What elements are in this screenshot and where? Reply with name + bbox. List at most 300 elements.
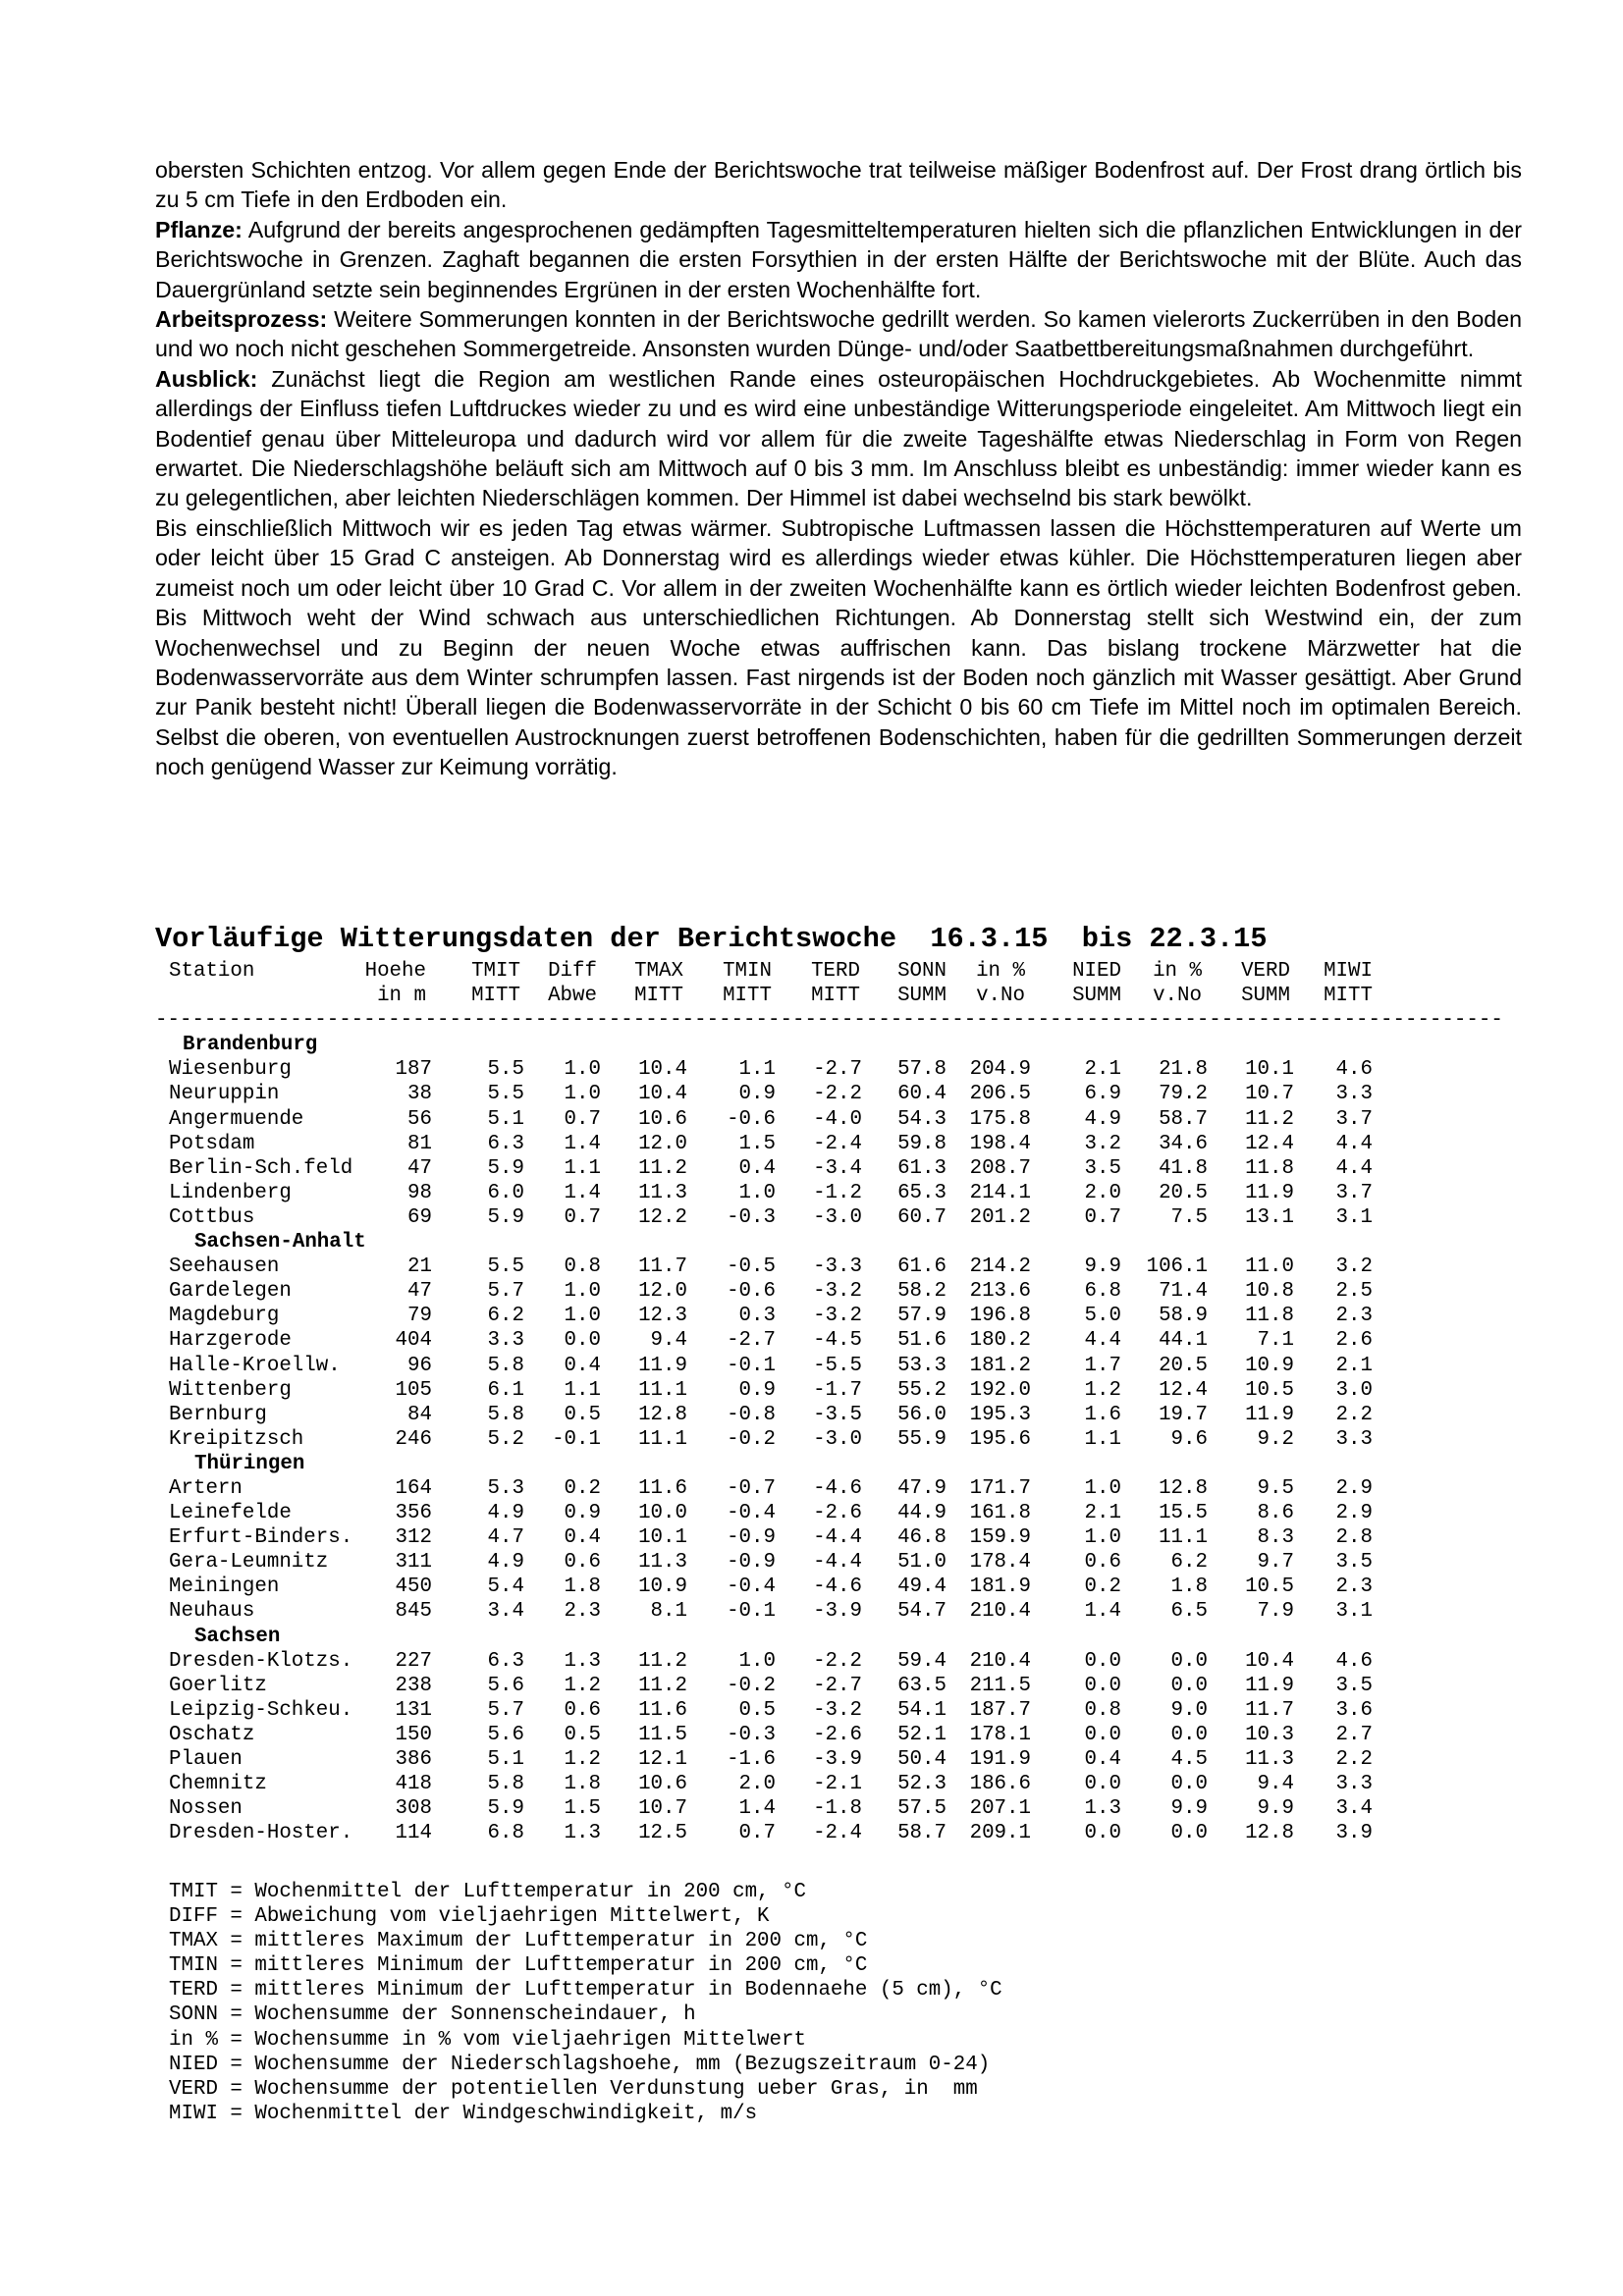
value-cell: 4.9 xyxy=(1084,1107,1121,1131)
table-row xyxy=(169,1501,1386,1525)
value-cell: 1.3 xyxy=(564,1649,601,1673)
value-cell: 0.3 xyxy=(738,1305,776,1328)
value-cell: 0.4 xyxy=(564,1526,601,1550)
value-cell: -2.1 xyxy=(813,1773,862,1796)
value-cell: -1.6 xyxy=(727,1748,776,1771)
value-cell: 52.1 xyxy=(897,1723,947,1746)
table-row xyxy=(169,1205,1386,1230)
value-cell: 4.9 xyxy=(487,1551,524,1575)
value-cell: 12.3 xyxy=(638,1305,687,1328)
value-cell: NIED xyxy=(1072,960,1121,983)
value-cell: 54.1 xyxy=(897,1698,947,1722)
table-row xyxy=(169,1821,1386,1845)
value-cell: 5.9 xyxy=(487,1156,524,1180)
value-cell: 61.3 xyxy=(897,1156,947,1180)
value-cell: 59.4 xyxy=(897,1649,947,1673)
value-cell: 5.6 xyxy=(487,1674,524,1697)
value-cell: 187.7 xyxy=(969,1698,1031,1722)
value-cell: 5.0 xyxy=(1084,1305,1121,1328)
value-cell: 3.1 xyxy=(1335,1600,1373,1624)
value-cell: 0.9 xyxy=(564,1502,601,1525)
value-cell: -0.8 xyxy=(727,1403,776,1426)
value-cell: 0.9 xyxy=(738,1378,776,1402)
legend-line: VERD = Wochensumme der potentiellen Verdunstung ueber Gras, in mm xyxy=(169,2077,978,2101)
value-cell: 4.6 xyxy=(1335,1058,1373,1082)
station-cell: Plauen xyxy=(169,1748,243,1771)
table-row xyxy=(169,1674,1386,1698)
value-cell: 180.2 xyxy=(969,1329,1031,1353)
value-cell: 11.1 xyxy=(1159,1526,1208,1550)
value-cell: -4.5 xyxy=(813,1329,862,1353)
value-cell: 21 xyxy=(407,1255,432,1279)
station-cell: Erfurt-Binders. xyxy=(169,1526,353,1550)
value-cell: 71.4 xyxy=(1159,1280,1208,1304)
value-cell: 9.7 xyxy=(1257,1551,1294,1575)
value-cell: 238 xyxy=(395,1674,432,1697)
value-cell: 54.3 xyxy=(897,1107,947,1131)
value-cell: -3.3 xyxy=(813,1255,862,1279)
value-cell: 11.2 xyxy=(1245,1107,1294,1131)
value-cell: 195.3 xyxy=(969,1403,1031,1426)
value-cell: 10.4 xyxy=(638,1058,687,1082)
value-cell: 11.2 xyxy=(638,1649,687,1673)
value-cell: TERD xyxy=(811,960,860,983)
value-cell: -0.7 xyxy=(727,1476,776,1500)
value-cell: 9.4 xyxy=(1257,1773,1294,1796)
value-cell: 10.4 xyxy=(1245,1649,1294,1673)
value-cell: 63.5 xyxy=(897,1674,947,1697)
value-cell: -0.6 xyxy=(727,1107,776,1131)
value-cell: 9.6 xyxy=(1170,1427,1208,1451)
value-cell: 3.0 xyxy=(1335,1378,1373,1402)
value-cell: 49.4 xyxy=(897,1575,947,1599)
station-cell: Magdeburg xyxy=(169,1305,280,1328)
value-cell: 11.3 xyxy=(638,1551,687,1575)
value-cell: -0.6 xyxy=(727,1280,776,1304)
value-cell: -2.6 xyxy=(813,1723,862,1746)
value-cell: MITT xyxy=(634,985,683,1008)
value-cell: 2.6 xyxy=(1335,1329,1373,1353)
value-cell: 5.4 xyxy=(487,1575,524,1599)
value-cell: 10.4 xyxy=(638,1083,687,1106)
value-cell: 0.6 xyxy=(1084,1551,1121,1575)
value-cell: 98 xyxy=(407,1181,432,1204)
value-cell: 1.0 xyxy=(738,1181,776,1204)
value-cell: 12.0 xyxy=(638,1132,687,1155)
value-cell: 3.3 xyxy=(487,1329,524,1353)
station-cell: Oschatz xyxy=(169,1723,255,1746)
value-cell: -2.6 xyxy=(813,1502,862,1525)
value-cell: 1.3 xyxy=(564,1822,601,1845)
station-cell: Cottbus xyxy=(169,1205,255,1229)
value-cell: 11.0 xyxy=(1245,1255,1294,1279)
station-cell: Neuruppin xyxy=(169,1083,280,1106)
value-cell: 209.1 xyxy=(969,1822,1031,1845)
value-cell: 8.6 xyxy=(1257,1502,1294,1525)
value-cell: 57.9 xyxy=(897,1305,947,1328)
value-cell: 11.1 xyxy=(638,1378,687,1402)
value-cell: 3.6 xyxy=(1335,1698,1373,1722)
value-cell: 1.0 xyxy=(564,1083,601,1106)
value-cell: 2.1 xyxy=(1335,1354,1373,1377)
value-cell: 1.3 xyxy=(1084,1797,1121,1821)
value-cell: 192.0 xyxy=(969,1378,1031,1402)
value-cell: -3.9 xyxy=(813,1748,862,1771)
value-cell: 41.8 xyxy=(1159,1156,1208,1180)
value-cell: 1.2 xyxy=(1084,1378,1121,1402)
region-heading: Brandenburg xyxy=(183,1034,318,1057)
value-cell: 1.0 xyxy=(1084,1526,1121,1550)
value-cell: -2.2 xyxy=(813,1083,862,1106)
legend-line: DIFF = Abweichung vom vieljaehrigen Mittelwert, K xyxy=(169,1905,770,1929)
value-cell: 79 xyxy=(407,1305,432,1328)
table-row xyxy=(169,1599,1386,1624)
table-row xyxy=(169,1082,1386,1106)
value-cell: 11.7 xyxy=(638,1255,687,1279)
table-row xyxy=(169,1328,1386,1353)
value-cell: MIWI xyxy=(1324,960,1373,983)
value-cell: 0.7 xyxy=(1084,1205,1121,1229)
value-cell: 6.8 xyxy=(1084,1280,1121,1304)
value-cell: 12.4 xyxy=(1245,1132,1294,1155)
value-cell: MITT xyxy=(471,985,520,1008)
value-cell: 1.4 xyxy=(564,1132,601,1155)
value-cell: 2.3 xyxy=(564,1600,601,1624)
value-cell: 11.7 xyxy=(1245,1698,1294,1722)
value-cell: TMIN xyxy=(723,960,772,983)
value-cell: 6.8 xyxy=(487,1822,524,1845)
value-cell: 175.8 xyxy=(969,1107,1031,1131)
value-cell: 1.0 xyxy=(564,1280,601,1304)
table-row xyxy=(169,1525,1386,1550)
table-row xyxy=(169,1181,1386,1205)
value-cell: 159.9 xyxy=(969,1526,1031,1550)
region-heading: Sachsen xyxy=(194,1625,281,1648)
value-cell: 3.5 xyxy=(1335,1551,1373,1575)
value-cell: 131 xyxy=(395,1698,432,1722)
value-cell: -4.4 xyxy=(813,1526,862,1550)
value-cell: 1.1 xyxy=(564,1378,601,1402)
table-row xyxy=(169,1156,1386,1181)
value-cell: 246 xyxy=(395,1427,432,1451)
value-cell: 1.0 xyxy=(564,1305,601,1328)
value-cell: 1.5 xyxy=(564,1797,601,1821)
value-cell: 0.6 xyxy=(564,1551,601,1575)
value-cell: 3.2 xyxy=(1335,1255,1373,1279)
station-cell: Gera-Leumnitz xyxy=(169,1551,329,1575)
value-cell: v.No xyxy=(976,985,1025,1008)
station-cell: Wittenberg xyxy=(169,1378,292,1402)
pflanze-label: Pflanze: xyxy=(155,216,243,242)
value-cell: 9.9 xyxy=(1170,1797,1208,1821)
value-cell: 50.4 xyxy=(897,1748,947,1771)
value-cell: 2.9 xyxy=(1335,1502,1373,1525)
value-cell: -4.6 xyxy=(813,1476,862,1500)
value-cell: 3.3 xyxy=(1335,1083,1373,1106)
value-cell: 0.0 xyxy=(1170,1822,1208,1845)
value-cell: 4.7 xyxy=(487,1526,524,1550)
arbeitsprozess-paragraph xyxy=(155,304,1522,364)
value-cell: -3.2 xyxy=(813,1305,862,1328)
value-cell: 0.4 xyxy=(564,1354,601,1377)
value-cell: 10.9 xyxy=(638,1575,687,1599)
value-cell: 178.4 xyxy=(969,1551,1031,1575)
station-cell: Lindenberg xyxy=(169,1181,292,1204)
value-cell: 3.3 xyxy=(1335,1773,1373,1796)
value-cell: 308 xyxy=(395,1797,432,1821)
value-cell: 10.8 xyxy=(1245,1280,1294,1304)
value-cell: 164 xyxy=(395,1476,432,1500)
table-row xyxy=(169,1550,1386,1575)
value-cell: 1.4 xyxy=(1084,1600,1121,1624)
value-cell: 6.3 xyxy=(487,1649,524,1673)
value-cell: 69 xyxy=(407,1205,432,1229)
value-cell: 11.3 xyxy=(638,1181,687,1204)
value-cell: 214.2 xyxy=(969,1255,1031,1279)
value-cell: 5.3 xyxy=(487,1476,524,1500)
station-cell: Berlin-Sch.feld xyxy=(169,1156,353,1180)
station-cell: Meiningen xyxy=(169,1575,280,1599)
ausblick-text: Zunächst liegt die Region am westlichen Rande eines osteuropäischen Hochdruckgebietes. Ab Wochenmitte nimmt allerdings der Einfluss tiefen Luftdruckes wieder zu und es wird eine unbeständige Witterungsperiode eingeleitet. Am Mittwoch liegt ein Bodentief genau über Mitteleuropa und dadurch wird vor allem für die zweite Tageshälfte etwas Niederschlag in Form von Regen erwartet. Die Niederschlagshöhe beläuft sich am Mittwoch auf 0 bis 3 mm. Im Anschluss bleibt es unbeständig: immer wieder kann es zu gelegentlichen, aber leichten Niederschlägen kommen. Der Himmel ist dabei wechselnd bis stark bewölkt. xyxy=(155,365,1522,511)
value-cell: 9.0 xyxy=(1170,1698,1208,1722)
value-cell: -3.0 xyxy=(813,1205,862,1229)
weather-table xyxy=(155,959,1503,1845)
legend-line: NIED = Wochensumme der Niederschlagshoehe, mm (Bezugszeitraum 0-24) xyxy=(169,2053,991,2076)
table-row xyxy=(169,1796,1386,1821)
value-cell: 55.9 xyxy=(897,1427,947,1451)
station-cell: Potsdam xyxy=(169,1132,255,1155)
table-row xyxy=(169,1107,1386,1132)
value-cell: -1.8 xyxy=(813,1797,862,1821)
value-cell: 2.7 xyxy=(1335,1723,1373,1746)
value-cell: 11.9 xyxy=(1245,1403,1294,1426)
value-cell: 19.7 xyxy=(1159,1403,1208,1426)
value-cell: 0.9 xyxy=(738,1083,776,1106)
value-cell: 0.8 xyxy=(564,1255,601,1279)
value-cell: 1.0 xyxy=(564,1058,601,1082)
value-cell: -0.4 xyxy=(727,1502,776,1525)
value-cell: 2.2 xyxy=(1335,1403,1373,1426)
ausblick-label: Ausblick: xyxy=(155,365,258,392)
value-cell: 6.1 xyxy=(487,1378,524,1402)
value-cell: 4.4 xyxy=(1335,1132,1373,1155)
value-cell: -1.7 xyxy=(813,1378,862,1402)
value-cell: 3.3 xyxy=(1335,1427,1373,1451)
value-cell: 5.7 xyxy=(487,1698,524,1722)
value-cell: -0.9 xyxy=(727,1526,776,1550)
value-cell: in % xyxy=(1153,960,1202,983)
station-cell: Artern xyxy=(169,1476,243,1500)
region-heading: Thüringen xyxy=(194,1452,305,1475)
value-cell: 0.0 xyxy=(1084,1822,1121,1845)
value-cell: 6.9 xyxy=(1084,1083,1121,1106)
value-cell: 2.3 xyxy=(1335,1575,1373,1599)
value-cell: 0.0 xyxy=(1084,1723,1121,1746)
value-cell: 10.9 xyxy=(1245,1354,1294,1377)
station-cell: Nossen xyxy=(169,1797,243,1821)
value-cell: 2.1 xyxy=(1084,1058,1121,1082)
value-cell: 3.5 xyxy=(1084,1156,1121,1180)
value-cell: MITT xyxy=(811,985,860,1008)
value-cell: 4.4 xyxy=(1084,1329,1121,1353)
value-cell: 61.6 xyxy=(897,1255,947,1279)
value-cell: 9.5 xyxy=(1257,1476,1294,1500)
value-cell: 53.3 xyxy=(897,1354,947,1377)
table-subheader-row xyxy=(169,984,1386,1008)
ausblick-paragraph xyxy=(155,364,1522,513)
station-cell: Dresden-Hoster. xyxy=(169,1822,353,1845)
value-cell: 1.6 xyxy=(1084,1403,1121,1426)
station-cell: Halle-Kroellw. xyxy=(169,1354,341,1377)
station-cell: Seehausen xyxy=(169,1255,280,1279)
value-cell: -0.3 xyxy=(727,1205,776,1229)
table-row xyxy=(169,1427,1386,1452)
legend-line: TMAX = mittleres Maximum der Lufttemperatur in 200 cm, °C xyxy=(169,1930,868,1953)
value-cell: 450 xyxy=(395,1575,432,1599)
value-cell: 5.9 xyxy=(487,1797,524,1821)
value-cell: -0.1 xyxy=(727,1354,776,1377)
value-cell: 4.4 xyxy=(1335,1156,1373,1180)
value-cell: 1.8 xyxy=(564,1575,601,1599)
value-cell: 11.8 xyxy=(1245,1156,1294,1180)
value-cell: 3.2 xyxy=(1084,1132,1121,1155)
table-row xyxy=(169,1378,1386,1403)
value-cell: 845 xyxy=(395,1600,432,1624)
value-cell: 12.8 xyxy=(638,1403,687,1426)
value-cell: 1.8 xyxy=(564,1773,601,1796)
value-cell: 12.8 xyxy=(1245,1822,1294,1845)
station-cell: Leinefelde xyxy=(169,1502,292,1525)
value-cell: 201.2 xyxy=(969,1205,1031,1229)
value-cell: 171.7 xyxy=(969,1476,1031,1500)
value-cell: 55.2 xyxy=(897,1378,947,1402)
value-cell: 0.7 xyxy=(738,1822,776,1845)
value-cell: 47 xyxy=(407,1156,432,1180)
pflanze-paragraph xyxy=(155,215,1522,304)
value-cell: 5.5 xyxy=(487,1083,524,1106)
table-row xyxy=(169,1747,1386,1772)
value-cell: -4.4 xyxy=(813,1551,862,1575)
value-cell: 96 xyxy=(407,1354,432,1377)
value-cell: 210.4 xyxy=(969,1600,1031,1624)
value-cell: 0.4 xyxy=(738,1156,776,1180)
report-text xyxy=(155,155,1522,782)
value-cell: 0.5 xyxy=(738,1698,776,1722)
value-cell: 0.4 xyxy=(1084,1748,1121,1771)
value-cell: 58.7 xyxy=(897,1822,947,1845)
value-cell: 1.2 xyxy=(564,1748,601,1771)
value-cell: 2.3 xyxy=(1335,1305,1373,1328)
value-cell: -5.5 xyxy=(813,1354,862,1377)
value-cell: 2.2 xyxy=(1335,1748,1373,1771)
value-cell: 11.5 xyxy=(638,1723,687,1746)
value-cell: 2.0 xyxy=(1084,1181,1121,1204)
value-cell: 0.0 xyxy=(1084,1649,1121,1673)
value-cell: 227 xyxy=(395,1649,432,1673)
value-cell: -0.4 xyxy=(727,1575,776,1599)
value-cell: 57.8 xyxy=(897,1058,947,1082)
value-cell: -0.2 xyxy=(727,1427,776,1451)
value-cell: 44.9 xyxy=(897,1502,947,1525)
value-cell: -0.5 xyxy=(727,1255,776,1279)
value-cell: 1.1 xyxy=(738,1058,776,1082)
table-row xyxy=(169,1057,1386,1082)
value-cell: 198.4 xyxy=(969,1132,1031,1155)
value-cell: MITT xyxy=(723,985,772,1008)
station-cell: Kreipitzsch xyxy=(169,1427,304,1451)
value-cell: 1.0 xyxy=(738,1649,776,1673)
value-cell: 11.2 xyxy=(638,1674,687,1697)
value-cell: 213.6 xyxy=(969,1280,1031,1304)
value-cell: 21.8 xyxy=(1159,1058,1208,1082)
table-row xyxy=(169,1354,1386,1378)
value-cell: 8.3 xyxy=(1257,1526,1294,1550)
value-cell: -3.5 xyxy=(813,1403,862,1426)
legend-line: TMIT = Wochenmittel der Lufttemperatur in 200 cm, °C xyxy=(169,1881,806,1903)
value-cell: 3.4 xyxy=(1335,1797,1373,1821)
value-cell: 208.7 xyxy=(969,1156,1031,1180)
value-cell: 1.4 xyxy=(738,1797,776,1821)
value-cell: 5.2 xyxy=(487,1427,524,1451)
value-cell: 46.8 xyxy=(897,1526,947,1550)
legend-line: TMIN = mittleres Minimum der Lufttemperatur in 200 cm, °C xyxy=(169,1954,868,1978)
value-cell: 58.2 xyxy=(897,1280,947,1304)
value-cell: TMIT xyxy=(471,960,520,983)
value-cell: 12.0 xyxy=(638,1280,687,1304)
value-cell: 0.0 xyxy=(1170,1649,1208,1673)
value-cell: Hoehe xyxy=(364,960,426,983)
value-cell: 12.4 xyxy=(1159,1378,1208,1402)
value-cell: 11.9 xyxy=(638,1354,687,1377)
value-cell: 5.1 xyxy=(487,1107,524,1131)
value-cell: -3.0 xyxy=(813,1427,862,1451)
value-cell: 187 xyxy=(395,1058,432,1082)
value-cell: 5.5 xyxy=(487,1255,524,1279)
value-cell: 5.8 xyxy=(487,1354,524,1377)
value-cell: 11.8 xyxy=(1245,1305,1294,1328)
value-cell: 0.2 xyxy=(1084,1575,1121,1599)
value-cell: in m xyxy=(377,985,426,1008)
value-cell: 12.2 xyxy=(638,1205,687,1229)
table-row xyxy=(169,1132,1386,1156)
station-cell: Chemnitz xyxy=(169,1773,267,1796)
arbeitsprozess-text: Weitere Sommerungen konnten in der Berichtswoche gedrillt werden. So kamen vielerorts Zuckerrüben in den Boden und wo noch nicht geschehen Sommergetreide. Ansonsten wurden Dünge- und/oder Saatbettbereitungsmaßnahmen durchgeführt. xyxy=(155,306,1522,362)
value-cell: -2.7 xyxy=(727,1329,776,1353)
value-cell: 195.6 xyxy=(969,1427,1031,1451)
value-cell: 1.1 xyxy=(564,1156,601,1180)
value-cell: 0.5 xyxy=(564,1403,601,1426)
value-cell: 9.9 xyxy=(1084,1255,1121,1279)
table-separator: -------------------------------------------------------------------------------------------------------------- xyxy=(155,1009,1503,1033)
value-cell: 214.1 xyxy=(969,1181,1031,1204)
value-cell: 186.6 xyxy=(969,1773,1031,1796)
value-cell: 311 xyxy=(395,1551,432,1575)
value-cell: 10.5 xyxy=(1245,1575,1294,1599)
value-cell: 12.5 xyxy=(638,1822,687,1845)
table-row xyxy=(169,1772,1386,1796)
value-cell: 11.1 xyxy=(638,1427,687,1451)
value-cell: 0.0 xyxy=(564,1329,601,1353)
value-cell: 81 xyxy=(407,1132,432,1155)
value-cell: 6.3 xyxy=(487,1132,524,1155)
value-cell: 0.7 xyxy=(564,1107,601,1131)
value-cell: 2.5 xyxy=(1335,1280,1373,1304)
value-cell: -2.7 xyxy=(813,1674,862,1697)
value-cell: 404 xyxy=(395,1329,432,1353)
value-cell: 1.0 xyxy=(1084,1476,1121,1500)
value-cell: 11.3 xyxy=(1245,1748,1294,1771)
value-cell: 5.8 xyxy=(487,1773,524,1796)
